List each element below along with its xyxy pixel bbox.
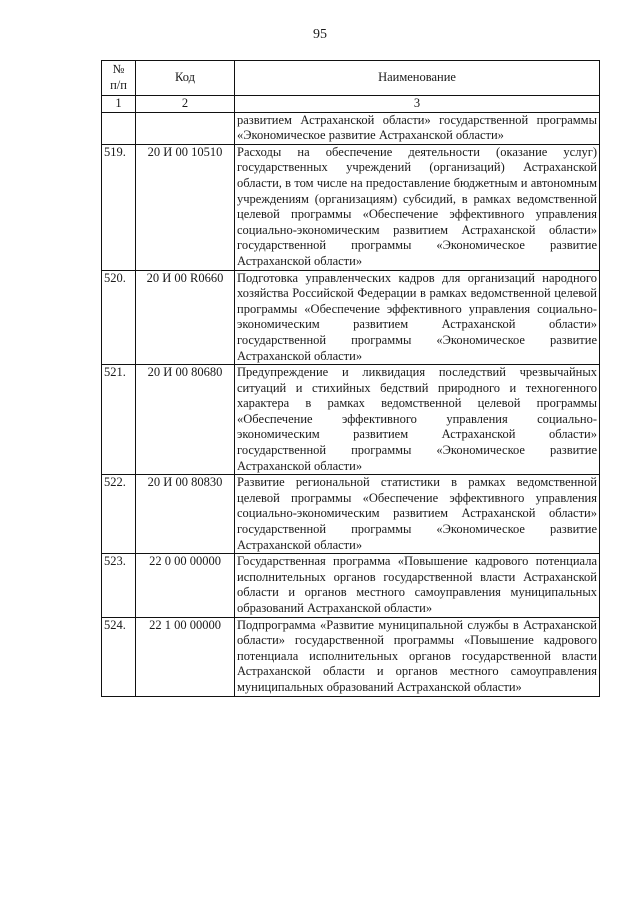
table-row xyxy=(102,475,600,554)
table-row xyxy=(102,365,600,475)
table-row xyxy=(102,112,600,144)
row-number: 521. xyxy=(102,365,136,475)
row-name: Предупреждение и ликвидация последствий чрезвычайных ситуаций и стихийных бедствий природного и техногенного характера в рамках ведомственной целевой программы «Обеспечение эффективного управления социально-экономическим развитием Астраханской области» государственной программы «Экономическое развитие Астраханской области» xyxy=(235,365,600,475)
table-header-row xyxy=(102,61,600,96)
budget-code-table xyxy=(101,60,600,697)
row-number: 523. xyxy=(102,554,136,617)
table-row xyxy=(102,144,600,270)
row-code: 20 И 00 R0660 xyxy=(136,270,235,365)
row-number: 524. xyxy=(102,617,136,696)
header-code: Код xyxy=(136,61,235,96)
row-number: 522. xyxy=(102,475,136,554)
row-code: 22 1 00 00000 xyxy=(136,617,235,696)
row-code: 20 И 00 80830 xyxy=(136,475,235,554)
column-index-row xyxy=(102,96,600,113)
header-number: № п/п xyxy=(102,61,136,96)
column-index: 3 xyxy=(235,96,600,113)
row-name: Развитие региональной статистики в рамках ведомственной целевой программы «Обеспечение эффективного управления социально-экономическим развитием Астраханской области» государственной программы «Экономическое развитие Астраханской области» xyxy=(235,475,600,554)
column-index: 2 xyxy=(136,96,235,113)
row-code: 20 И 00 80680 xyxy=(136,365,235,475)
column-index: 1 xyxy=(102,96,136,113)
row-name: Подготовка управленческих кадров для организаций народного хозяйства Российской Федерации в рамках ведомственной целевой программы «Обеспечение эффективного управления социально-экономическим развитием Астраханской области» государственной программы «Экономическое развитие Астраханской области» xyxy=(235,270,600,365)
row-name: Подпрограмма «Развитие муниципальной службы в Астраханской области» государственной программы «Повышение кадрового потенциала исполнительных органов государственной власти Астраханской области и органов местного самоуправления муниципальных образований Астраханской области» xyxy=(235,617,600,696)
row-number: 519. xyxy=(102,144,136,270)
row-name: Государственная программа «Повышение кадрового потенциала исполнительных органов государственной власти Астраханской области и органов местного самоуправления муниципальных образований Астраханской области» xyxy=(235,554,600,617)
row-code xyxy=(136,112,235,144)
table-row xyxy=(102,554,600,617)
header-name: Наименование xyxy=(235,61,600,96)
row-name: Расходы на обеспечение деятельности (оказание услуг) государственных учреждений (организаций) Астраханской области, в том числе на предоставление бюджетным и автономным учреждениям (организациям) субсидий, в рамках ведомственной целевой программы «Обеспечение эффективного управления социально-экономическим развитием Астраханской области» государственной программы «Экономическое развитие Астраханской области» xyxy=(235,144,600,270)
row-code: 20 И 00 10510 xyxy=(136,144,235,270)
row-number xyxy=(102,112,136,144)
row-name: развитием Астраханской области» государственной программы «Экономическое развитие Астраханской области» xyxy=(235,112,600,144)
row-code: 22 0 00 00000 xyxy=(136,554,235,617)
table-row xyxy=(102,270,600,365)
table-row xyxy=(102,617,600,696)
row-number: 520. xyxy=(102,270,136,365)
page-number: 95 xyxy=(313,27,327,42)
